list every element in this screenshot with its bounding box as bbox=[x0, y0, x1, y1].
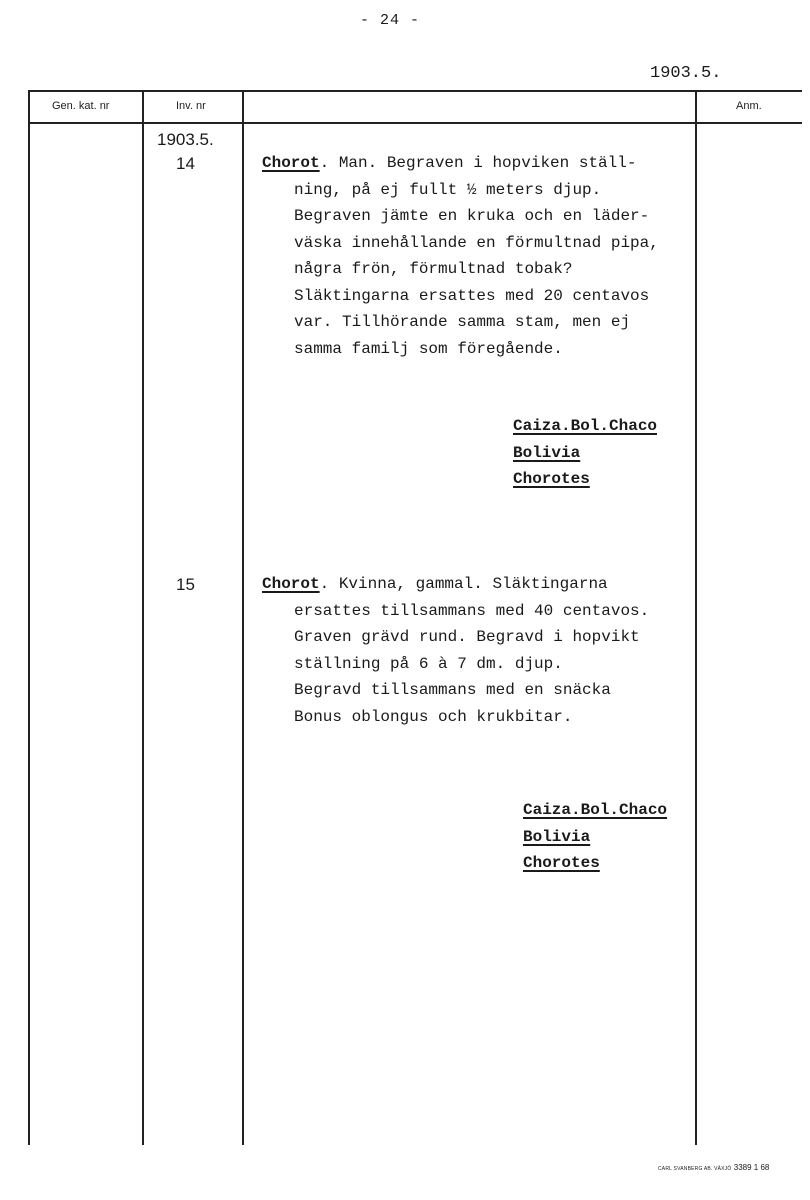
column-rule-left bbox=[28, 90, 30, 1145]
table-header-rule bbox=[28, 122, 802, 124]
entry-15-location: Caiza.Bol.Chaco Bolivia Chorotes bbox=[523, 801, 668, 872]
inventory-prefix: 1903.5. bbox=[157, 130, 214, 149]
column-header-inv: Inv. nr bbox=[176, 100, 206, 112]
form-code: 3389 1 68 bbox=[733, 1163, 770, 1172]
inventory-number-15: 15 bbox=[176, 575, 195, 594]
entry-15-description: Chorot. Kvinna, gammal. Släktingarna ersattes tillsammans med 40 centavos. Graven grävd rund. Begravd i hopvikt ställning på 6 à 7 dm. djup. Begravd tillsammans med en snäcka Bonus oblongus och krukbitar. bbox=[262, 575, 650, 726]
entry-15-title: Chorot bbox=[262, 575, 320, 593]
printer-name: CARL SVANBERG AB. VÄXJÖ bbox=[658, 1166, 732, 1172]
column-rule-inv bbox=[242, 90, 244, 1145]
header-reference: 1903.5. bbox=[650, 64, 722, 83]
entry-14-location: Caiza.Bol.Chaco Bolivia Chorotes bbox=[513, 417, 658, 488]
column-header-gen-kat: Gen. kat. nr bbox=[52, 100, 110, 112]
entry-14-title: Chorot bbox=[262, 154, 320, 172]
column-header-anm: Anm. bbox=[736, 100, 762, 112]
printer-footer bbox=[658, 1163, 769, 1172]
entry-14-description: Chorot. Man. Begraven i hopviken ställ- ning, på ej fullt ½ meters djup. Begraven jämte en kruka och en läder- väska innehållande en förmultnad pipa, några frön, förmultnad tobak? Släktingarna ersattes med 20 centavos var. Tillhörande samma stam, men ej samma familj som föregående. bbox=[262, 154, 659, 358]
table-top-rule bbox=[28, 90, 802, 92]
inventory-number-14: 14 bbox=[176, 154, 195, 173]
page-number: - 24 - bbox=[360, 12, 421, 29]
column-rule-gen bbox=[142, 90, 144, 1145]
column-rule-anm bbox=[695, 90, 697, 1145]
